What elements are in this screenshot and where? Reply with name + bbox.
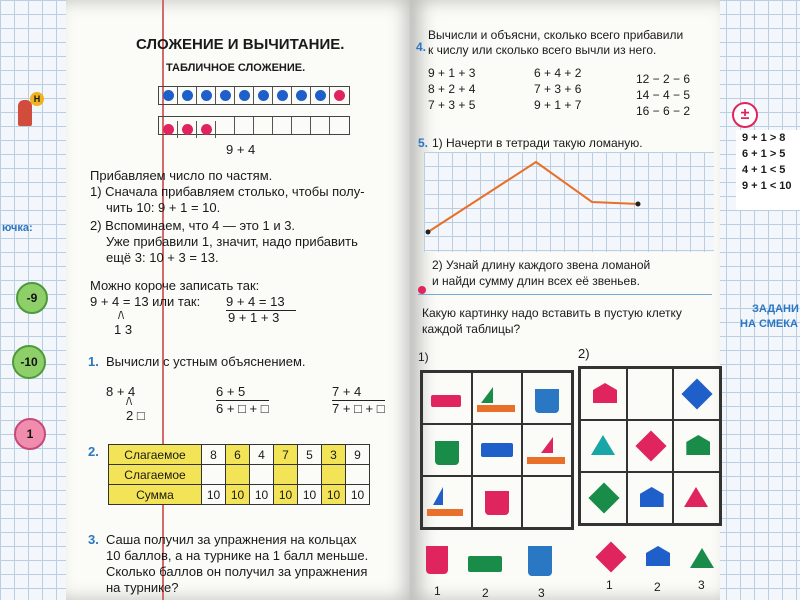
task3-line3: Сколько баллов он получил за упражнения bbox=[106, 564, 368, 579]
choice-triangle-icon bbox=[690, 548, 714, 568]
example1-top: 8 + 4 bbox=[106, 384, 136, 399]
table-cell bbox=[472, 476, 522, 528]
task1-text: Вычисли с устным объяснением. bbox=[106, 354, 306, 369]
choice-bucket-icon bbox=[426, 546, 448, 574]
task3-line1: Саша получил за упражнения на кольцах bbox=[106, 532, 357, 547]
addition-table bbox=[108, 444, 370, 505]
choice-label: 2 bbox=[654, 580, 661, 594]
example3-bottom: 7 + □ + □ bbox=[332, 401, 385, 416]
task5-line3: и найди сумму длин всех её звеньев. bbox=[432, 274, 640, 288]
table-cell: 10 bbox=[298, 485, 322, 505]
table-cell bbox=[202, 465, 226, 485]
step2-line2: Уже прибавили 1, значит, надо прибавить bbox=[106, 234, 358, 249]
table-cell bbox=[422, 372, 472, 424]
bead-expression: 9 + 4 bbox=[226, 142, 256, 157]
diamond-icon bbox=[635, 430, 666, 461]
triangle-icon bbox=[591, 435, 615, 455]
table-row bbox=[109, 465, 370, 485]
bucket-icon bbox=[435, 441, 459, 465]
table-cell: 10 bbox=[226, 485, 250, 505]
ball-minus-10: -10 bbox=[12, 345, 46, 379]
boat-icon bbox=[433, 487, 443, 505]
table-cell bbox=[522, 372, 572, 424]
bead-row-bottom bbox=[158, 116, 350, 135]
table-cell: 9 bbox=[346, 445, 370, 465]
parts-intro: Прибавляем число по частям. bbox=[90, 168, 273, 183]
table-cell: 10 bbox=[250, 485, 274, 505]
short-form-2: 9 + 4 = 13 bbox=[226, 294, 285, 309]
table-cell bbox=[422, 476, 472, 528]
picture-table-1 bbox=[420, 370, 574, 530]
hint-card bbox=[736, 130, 800, 210]
table-cell bbox=[627, 420, 674, 472]
pentagon-icon bbox=[593, 383, 617, 403]
split-branches: /\ bbox=[118, 310, 125, 322]
table-cell: 4 bbox=[250, 445, 274, 465]
table-cell bbox=[580, 420, 627, 472]
short-form-3: 9 + 1 + 3 bbox=[228, 310, 280, 325]
pink-dot-icon bbox=[418, 286, 426, 294]
task3-line2: 10 баллов, а на турнике на 1 балл меньше. bbox=[106, 548, 369, 563]
table-cell bbox=[673, 420, 720, 472]
example2-top: 6 + 5 bbox=[216, 384, 246, 399]
edge-label: ючка: bbox=[2, 222, 33, 234]
choice-label: 1 bbox=[606, 578, 613, 592]
task5-line1: 1) Начерти в тетради такую ломаную. bbox=[432, 136, 643, 150]
example2-bottom: 6 + □ + □ bbox=[216, 401, 269, 416]
expr-r2c1: 8 + 2 + 4 bbox=[428, 82, 476, 96]
task4-line2: к числу или сколько всего вычли из него. bbox=[428, 43, 657, 57]
hint-line: 9 + 1 > 8 bbox=[742, 132, 786, 144]
task3-number: 3. bbox=[88, 532, 99, 547]
choice-truck-icon bbox=[468, 556, 502, 572]
hint-line: 4 + 1 < 5 bbox=[742, 164, 786, 176]
boat-hull bbox=[427, 509, 463, 516]
table-cell: 7 bbox=[274, 445, 298, 465]
step1-line1: 1) Сначала прибавляем столько, чтобы полу- bbox=[90, 184, 365, 199]
expr-r3c3: 16 − 6 − 2 bbox=[636, 104, 691, 118]
table-cell bbox=[627, 472, 674, 524]
expr-r2c2: 7 + 3 + 6 bbox=[534, 82, 582, 96]
choice-label: 1 bbox=[434, 584, 441, 598]
table-cell bbox=[422, 424, 472, 476]
expr-r2c3: 14 − 4 − 5 bbox=[636, 88, 691, 102]
example1-split: /\ bbox=[126, 396, 133, 408]
pentagon-icon bbox=[686, 435, 710, 455]
pentagon-icon bbox=[640, 487, 664, 507]
right-page bbox=[410, 0, 720, 600]
expr-r1c1: 9 + 1 + 3 bbox=[428, 66, 476, 80]
plus-minus-badge: ± bbox=[732, 102, 758, 128]
row-label: Слагаемое bbox=[109, 465, 202, 485]
task1-number: 1. bbox=[88, 354, 99, 369]
table-cell bbox=[346, 465, 370, 485]
table1-label: 1) bbox=[418, 350, 429, 364]
truck-icon bbox=[431, 395, 461, 407]
task4-number: 4. bbox=[416, 40, 427, 54]
truck-icon bbox=[481, 443, 513, 457]
page-subtitle: ТАБЛИЧНОЕ СЛОЖЕНИЕ. bbox=[166, 62, 306, 74]
right-page-edge bbox=[712, 0, 800, 600]
choice-label: 3 bbox=[698, 578, 705, 592]
table-cell bbox=[580, 472, 627, 524]
choice-label: 2 bbox=[482, 586, 489, 600]
table-cell bbox=[298, 465, 322, 485]
short-form-1: 9 + 4 = 13 или так: bbox=[90, 294, 201, 309]
bucket-icon bbox=[535, 389, 559, 413]
boat-hull bbox=[527, 457, 565, 464]
left-page bbox=[66, 0, 416, 600]
ball-minus-9: -9 bbox=[16, 282, 48, 314]
flag-icon: Н bbox=[30, 92, 44, 106]
table-cell: 8 bbox=[202, 445, 226, 465]
split-values: 1 3 bbox=[114, 322, 133, 337]
step2-line1: 2) Вспоминаем, что 4 — это 1 и 3. bbox=[90, 218, 296, 233]
page-title: СЛОЖЕНИЕ И ВЫЧИТАНИЕ. bbox=[136, 36, 345, 53]
zadaniya-label-2: НА СМЕКА bbox=[740, 318, 798, 330]
boat-icon bbox=[481, 387, 493, 403]
row-label: Сумма bbox=[109, 485, 202, 505]
broken-line bbox=[424, 152, 714, 252]
table-cell: 6 bbox=[226, 445, 250, 465]
table-cell bbox=[472, 424, 522, 476]
table-cell bbox=[322, 465, 346, 485]
child-figure-icon bbox=[18, 100, 32, 126]
zadaniya-label-1: ЗАДАНИ bbox=[752, 303, 799, 315]
row-label: Слагаемое bbox=[109, 445, 202, 465]
table-cell bbox=[673, 472, 720, 524]
table-row bbox=[109, 445, 370, 465]
choice-diamond-icon bbox=[595, 541, 626, 572]
table-cell bbox=[274, 465, 298, 485]
picture-table-2 bbox=[578, 366, 722, 526]
table-cell: 10 bbox=[322, 485, 346, 505]
table-cell bbox=[627, 368, 674, 420]
triangle-icon bbox=[684, 487, 708, 507]
example3-top: 7 + 4 bbox=[332, 384, 362, 399]
table-cell: 10 bbox=[274, 485, 298, 505]
left-page-edge bbox=[0, 0, 72, 600]
table-cell: 10 bbox=[346, 485, 370, 505]
expr-r1c3: 12 − 2 − 6 bbox=[636, 72, 691, 86]
task3-line4: на турнике? bbox=[106, 580, 179, 595]
table-cell: 3 bbox=[322, 445, 346, 465]
choice-label: 3 bbox=[538, 586, 545, 600]
task4-line1: Вычисли и объясни, сколько всего прибавили bbox=[428, 28, 684, 42]
hint-line: 9 + 1 < 10 bbox=[742, 180, 792, 192]
ball-1: 1 bbox=[14, 418, 46, 450]
table-cell bbox=[226, 465, 250, 485]
table-row bbox=[109, 485, 370, 505]
diamond-icon bbox=[682, 378, 713, 409]
boat-hull bbox=[477, 405, 515, 412]
expr-r3c1: 7 + 3 + 5 bbox=[428, 98, 476, 112]
table-cell bbox=[472, 372, 522, 424]
hint-line: 6 + 1 > 5 bbox=[742, 148, 786, 160]
table-cell bbox=[522, 424, 572, 476]
expr-r3c2: 9 + 1 + 7 bbox=[534, 98, 582, 112]
bucket-icon bbox=[485, 491, 509, 515]
shorter-intro: Можно короче записать так: bbox=[90, 278, 260, 293]
polyline-grid bbox=[424, 152, 714, 252]
table-cell bbox=[580, 368, 627, 420]
table2-label: 2) bbox=[578, 346, 590, 361]
task5-number: 5. bbox=[418, 136, 429, 150]
picture-question-line2: каждой таблицы? bbox=[422, 322, 521, 336]
expr-r1c2: 6 + 4 + 2 bbox=[534, 66, 582, 80]
table-cell: 10 bbox=[202, 485, 226, 505]
choice-bucket-icon bbox=[528, 546, 552, 576]
choice-pentagon-icon bbox=[646, 546, 670, 566]
picture-question-line1: Какую картинку надо вставить в пустую клетку bbox=[422, 306, 682, 320]
step2-line3: ещё 3: 10 + 3 = 13. bbox=[106, 250, 219, 265]
task2-number: 2. bbox=[88, 444, 99, 459]
diamond-icon bbox=[588, 482, 619, 513]
bead-row-top bbox=[158, 86, 350, 105]
table-cell bbox=[250, 465, 274, 485]
table-cell bbox=[673, 368, 720, 420]
empty-cell[interactable] bbox=[522, 476, 572, 528]
boat-icon bbox=[541, 437, 553, 453]
example1-bottom: 2 □ bbox=[126, 408, 145, 423]
section-divider bbox=[418, 294, 712, 295]
task5-line2: 2) Узнай длину каждого звена ломаной bbox=[432, 258, 651, 272]
step1-line2: чить 10: 9 + 1 = 10. bbox=[106, 200, 221, 215]
table-cell: 5 bbox=[298, 445, 322, 465]
